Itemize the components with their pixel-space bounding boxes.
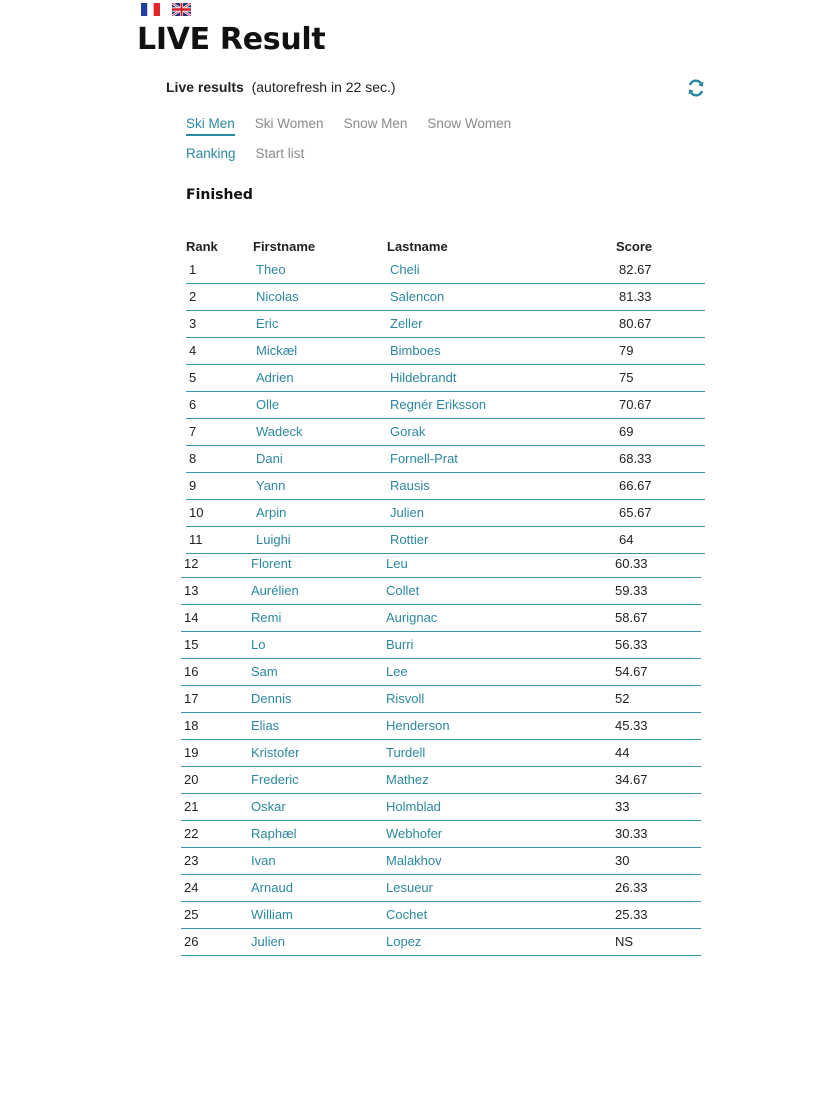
table-row (186, 500, 705, 527)
lastname-link[interactable]: Hildebrandt (390, 370, 457, 385)
firstname-link[interactable]: Dennis (251, 691, 292, 706)
firstname-link[interactable]: Arnaud (251, 880, 293, 895)
tab-ranking[interactable]: Ranking (186, 146, 236, 161)
rank-cell: 21 (184, 799, 199, 814)
firstname-link[interactable]: Lo (251, 637, 266, 652)
firstname-link[interactable]: Remi (251, 610, 282, 625)
tab-ski-men[interactable]: Ski Men (186, 116, 235, 136)
table-row (186, 446, 705, 473)
firstname-link[interactable]: Eric (256, 316, 279, 331)
lastname-link[interactable]: Aurignac (386, 610, 438, 625)
table-row (186, 311, 705, 338)
table-row (186, 392, 705, 419)
rank-cell: 1 (189, 262, 197, 277)
table-row (181, 605, 701, 632)
rank-cell: 16 (184, 664, 199, 679)
category-tabs (186, 116, 511, 136)
lastname-link[interactable]: Regnér Eriksson (390, 397, 487, 412)
lastname-link[interactable]: Henderson (386, 718, 450, 733)
firstname-link[interactable]: Raphæl (251, 826, 297, 841)
lastname-link[interactable]: Zeller (390, 316, 423, 331)
french-flag-icon[interactable] (141, 3, 160, 16)
header-score: Score (616, 239, 653, 254)
lastname-link[interactable]: Holmblad (386, 799, 441, 814)
score-cell: 68.33 (619, 451, 652, 466)
firstname-link[interactable]: Adrien (256, 370, 294, 385)
score-cell: 60.33 (615, 556, 648, 571)
table-row (186, 338, 705, 365)
lastname-link[interactable]: Rausis (390, 478, 430, 493)
tab-snow-women[interactable]: Snow Women (427, 116, 512, 131)
section-title: Finished (186, 187, 253, 203)
rank-cell: 3 (189, 316, 197, 331)
header-firstname: Firstname (253, 239, 316, 254)
score-cell: 75 (619, 370, 634, 385)
score-cell: NS (615, 934, 634, 949)
firstname-link[interactable]: Sam (251, 664, 278, 679)
score-cell: 56.33 (615, 637, 648, 652)
score-cell: 26.33 (615, 880, 648, 895)
score-cell: 30.33 (615, 826, 648, 841)
firstname-link[interactable]: Aurélien (251, 583, 299, 598)
score-cell: 79 (619, 343, 634, 358)
lastname-link[interactable]: Leu (386, 556, 408, 571)
firstname-link[interactable]: Ivan (251, 853, 276, 868)
rank-cell: 24 (184, 880, 199, 895)
table-row (181, 902, 701, 929)
lastname-link[interactable]: Malakhov (386, 853, 442, 868)
british-flag-icon[interactable] (172, 3, 191, 16)
tab-ski-women[interactable]: Ski Women (254, 116, 324, 131)
firstname-link[interactable]: Yann (256, 478, 286, 493)
table-row (186, 365, 705, 392)
refresh-icon[interactable] (686, 78, 706, 98)
firstname-link[interactable]: Florent (251, 556, 292, 571)
firstname-link[interactable]: Theo (256, 262, 286, 277)
score-cell: 45.33 (615, 718, 648, 733)
firstname-link[interactable]: Arpin (256, 505, 287, 520)
table-row (181, 578, 701, 605)
table-row (181, 632, 701, 659)
score-cell: 33 (615, 799, 630, 814)
rank-cell: 10 (189, 505, 204, 520)
table-row (186, 473, 705, 500)
firstname-link[interactable]: Oskar (251, 799, 286, 814)
tab-snow-men[interactable]: Snow Men (343, 116, 408, 131)
table-row (186, 284, 705, 311)
table-row (181, 767, 701, 794)
rank-cell: 19 (184, 745, 199, 760)
table-row (186, 527, 705, 554)
rank-cell: 26 (184, 934, 199, 949)
firstname-link[interactable]: Luighi (256, 532, 291, 547)
lastname-link[interactable]: Lee (386, 664, 408, 679)
lastname-link[interactable]: Webhofer (386, 826, 443, 841)
view-tabs (186, 146, 304, 164)
score-cell: 34.67 (615, 772, 648, 787)
firstname-link[interactable]: Olle (256, 397, 280, 412)
rank-cell: 13 (184, 583, 199, 598)
rank-cell: 23 (184, 853, 199, 868)
score-cell: 52 (615, 691, 630, 706)
firstname-link[interactable]: Frederic (251, 772, 299, 787)
score-cell: 65.67 (619, 505, 652, 520)
lastname-link[interactable]: Cochet (386, 907, 428, 922)
lastname-link[interactable]: Salencon (390, 289, 445, 304)
score-cell: 30 (615, 853, 630, 868)
firstname-link[interactable]: Julien (251, 934, 285, 949)
rank-cell: 7 (189, 424, 197, 439)
firstname-link[interactable]: Nicolas (256, 289, 299, 304)
rank-cell: 17 (184, 691, 199, 706)
rank-cell: 2 (189, 289, 197, 304)
table-row (181, 875, 701, 902)
lastname-link[interactable]: Cheli (390, 262, 420, 277)
score-cell: 58.67 (615, 610, 648, 625)
firstname-link[interactable]: Wadeck (256, 424, 303, 439)
firstname-link[interactable]: William (251, 907, 293, 922)
table-row (181, 551, 701, 578)
lastname-link[interactable]: Collet (386, 583, 420, 598)
table-row (181, 686, 701, 713)
rank-cell: 15 (184, 637, 199, 652)
score-cell: 25.33 (615, 907, 648, 922)
table-row (181, 929, 701, 956)
lastname-link[interactable]: Julien (390, 505, 424, 520)
table-row (181, 713, 701, 740)
header-rank: Rank (186, 239, 218, 254)
lastname-link[interactable]: Mathez (386, 772, 429, 787)
lastname-link[interactable]: Turdell (386, 745, 426, 760)
lastname-link[interactable]: Bimboes (390, 343, 441, 358)
rank-cell: 4 (189, 343, 197, 358)
firstname-link[interactable]: Kristofer (251, 745, 300, 760)
rank-cell: 18 (184, 718, 199, 733)
rank-cell: 5 (189, 370, 197, 385)
table-row (186, 419, 705, 446)
table-row (181, 659, 701, 686)
table-row (181, 794, 701, 821)
score-cell: 82.67 (619, 262, 652, 277)
live-results-label: Live results (166, 79, 244, 95)
lastname-link[interactable]: Rottier (390, 532, 429, 547)
language-selector (141, 3, 191, 16)
table-row (181, 740, 701, 767)
firstname-link[interactable]: Dani (256, 451, 283, 466)
rank-cell: 8 (189, 451, 197, 466)
lastname-link[interactable]: Fornell-Prat (390, 451, 458, 466)
tab-start-list[interactable]: Start list (255, 146, 305, 161)
header-lastname: Lastname (387, 239, 448, 254)
lastname-link[interactable]: Lopez (386, 934, 422, 949)
score-cell: 59.33 (615, 583, 648, 598)
table-row (181, 821, 701, 848)
score-cell: 64 (619, 532, 634, 547)
autorefresh-countdown: (autorefresh in 22 sec.) (251, 79, 396, 95)
firstname-link[interactable]: Elias (251, 718, 280, 733)
rank-cell: 22 (184, 826, 199, 841)
score-cell: 69 (619, 424, 634, 439)
table-row (181, 848, 701, 875)
rank-cell: 9 (189, 478, 197, 493)
lastname-link[interactable]: Risvoll (386, 691, 425, 706)
score-cell: 81.33 (619, 289, 652, 304)
score-cell: 66.67 (619, 478, 652, 493)
score-cell: 54.67 (615, 664, 648, 679)
score-cell: 44 (615, 745, 630, 760)
rank-cell: 11 (189, 532, 203, 547)
page-title: LIVE Result (137, 22, 326, 57)
table-row (186, 257, 705, 284)
lastname-link[interactable]: Gorak (390, 424, 426, 439)
rank-cell: 6 (189, 397, 197, 412)
rank-cell: 25 (184, 907, 199, 922)
firstname-link[interactable]: Mickæl (256, 343, 298, 358)
lastname-link[interactable]: Burri (386, 637, 414, 652)
score-cell: 80.67 (619, 316, 652, 331)
live-status (166, 79, 396, 95)
rank-cell: 20 (184, 772, 199, 787)
rank-cell: 12 (184, 556, 199, 571)
results-table-header (0, 239, 816, 257)
score-cell: 70.67 (619, 397, 652, 412)
rank-cell: 14 (184, 610, 199, 625)
lastname-link[interactable]: Lesueur (386, 880, 433, 895)
